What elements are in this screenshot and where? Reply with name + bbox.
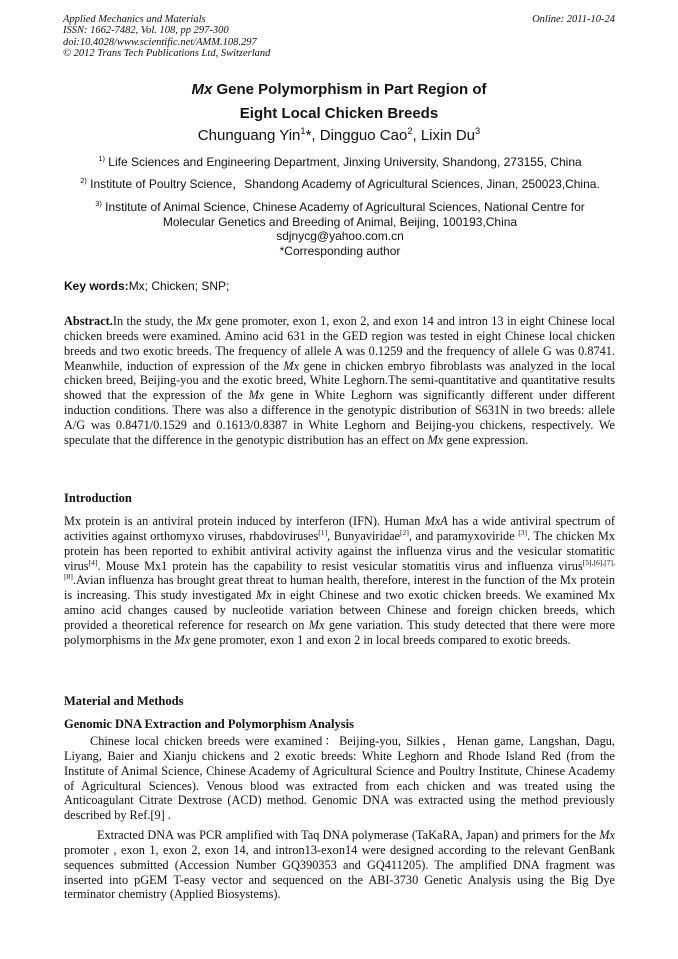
- doi-line: doi:10.4028/www.scientific.net/AMM.108.297: [63, 36, 257, 48]
- corresponding-note: *Corresponding author: [279, 243, 401, 258]
- methods-heading: Material and Methods: [64, 694, 184, 708]
- author-1: Chunguang Yin: [197, 127, 301, 144]
- online-date: Online: 2011-10-24: [532, 14, 615, 25]
- author-3-affil: 3: [475, 126, 481, 136]
- title-mx: Mx: [191, 81, 213, 98]
- methods-text: promoter , exon 1, exon 2, exon 14, and intron13-exon14 were designed according to the relevant GenBank sequences submitted (Accession Number GQ390353 and GQ411205). The amplified DNA fragment was inserted into pGEM T-easy vector and sequenced on the ABI-3730 Genetic Analysis using the Big Dye terminator chemistry (Applied Biosystems).: [64, 842, 615, 902]
- affiliation-2-number: 2): [80, 176, 87, 185]
- author-2: , Dingguo Cao: [311, 127, 408, 144]
- abstract-paragraph: [64, 314, 615, 448]
- intro-text: . The chicken Mx protein has been reported to exhibit antiviral activity against the influenza virus and the vesicular stomatitic virus: [64, 528, 615, 573]
- affiliation-3-number: 3): [95, 199, 102, 208]
- abstract-text: gene in White Leghorn was significantly different under different induction conditions. There was also a difference in the genotypic distribution of S631N in two breeds: allele A/G was 0.8471/0.1529 and 0.1613/0.8387 in White Leghorn and Beijing-you chickens, respectively. We speculate that the difference in the genotypic distribution has an effect on: [64, 388, 615, 447]
- citation: [3]: [518, 527, 528, 537]
- affiliation-2: [20, 177, 660, 192]
- affiliation-3: [80, 200, 600, 258]
- journal-name: Applied Mechanics and Materials: [63, 14, 206, 25]
- affiliation-3-text: Institute of Animal Science, Chinese Academy of Agricultural Sciences, National Centre for Molecular Genetics and Breeding of Animal, Beijing, 100193,China: [101, 200, 585, 229]
- author-1-star: *: [305, 127, 312, 144]
- intro-text: gene promoter, exon 1 and exon 2 in local breeds compared to exotic breeds.: [190, 632, 571, 647]
- gene-name: Mx: [255, 588, 272, 603]
- intro-text: .Avian influenza has brought great threat to human health, therefore, interest in the function of the Mx protein is increasing. This study investigated: [64, 573, 615, 603]
- paper-title-line-1: [0, 81, 678, 98]
- affiliation-1: [40, 155, 640, 170]
- abstract-text: gene promoter, exon 1, exon 2, and exon 14 and intron 13 in eight Chinese local chicken breeds were examined. Amino acid 631 in the GED region was tested in eight Chinese local chicken breeds and two exotic breeds. The frequency of allele A was 0.1259 and the frequency of allele G was 0.8741. Meanwhile, induction of expression of the: [64, 314, 615, 373]
- introduction-paragraph: [64, 514, 615, 648]
- abstract-text: gene in chicken embryo fibroblasts was analyzed in the local chicken breed, Beijing-you and the exotic breed, White Leghorn.The semi-quantitative and quantitative results showed that the expression of the: [64, 358, 615, 403]
- intro-text: gene variation. This study detected that there were more polymorphisms in the: [64, 617, 615, 647]
- gene-name: Mx: [427, 432, 444, 447]
- intro-text: has a wide antiviral spectrum of activities against orthomyxo viruses, rhabdoviruses: [64, 514, 615, 543]
- intro-text: , and paramyxoviride: [408, 528, 519, 543]
- issn-line: ISSN: 1662-7482, Vol. 108, pp 297-300: [63, 25, 229, 37]
- gene-name: Mx: [174, 632, 191, 647]
- intro-text: in eight Chinese and two exotic chicken breeds. We examined Mx amino acid changes caused by nucleotide variation between Chinese and foreign chicken breeds, which provided a theoretical reference for research on: [64, 588, 615, 632]
- intro-text: Mx protein is an antiviral protein induced by interferon (IFN). Human: [64, 514, 425, 528]
- copyright-line: © 2012 Trans Tech Publications Ltd, Switzerland: [63, 47, 271, 59]
- gene-name: MxA: [424, 514, 448, 528]
- gene-name: Mx: [599, 828, 615, 842]
- abstract-label: Abstract.: [64, 314, 113, 328]
- author-2-affil: 2: [407, 126, 413, 136]
- citation: [2]: [400, 527, 409, 537]
- abstract-text: gene expression.: [443, 432, 529, 447]
- methods-paragraph-2: [64, 828, 615, 902]
- keywords: [64, 279, 229, 293]
- citation: [5],[6],[7],[8]: [64, 557, 615, 582]
- affiliation-1-text: Life Sciences and Engineering Department, Jinxing University, Shandong, 273155, China: [104, 155, 582, 169]
- intro-text: . Mouse Mx1 protein has the capability to resist vesicular stomatitis virus and influenza virus: [97, 558, 583, 573]
- title-line-1-rest: Gene Polymorphism in Part Region of: [212, 81, 487, 98]
- intro-text: , Bunyaviridae: [327, 528, 401, 543]
- keywords-label: Key words:: [64, 279, 129, 293]
- abstract-text: In the study, the: [112, 314, 196, 328]
- introduction-heading: Introduction: [64, 491, 132, 505]
- author-email: sdjnycg@yahoo.com.cn: [276, 229, 404, 243]
- affiliation-2-text: Institute of Poultry Science，Shandong Academy of Agricultural Sciences, Jinan, 250023,China.: [86, 177, 600, 191]
- gene-name: Mx: [308, 617, 325, 632]
- affiliation-1-number: 1): [98, 154, 105, 163]
- citation: [1]: [318, 527, 328, 537]
- journal-header: [63, 14, 615, 59]
- author-list: [0, 127, 678, 144]
- gene-name: Mx: [195, 314, 212, 328]
- paper-title-line-2: Eight Local Chicken Breeds: [239, 105, 439, 122]
- methods-text: Extracted DNA was PCR amplified with Taq DNA polymerase (TaKaRA, Japan) and primers for the: [97, 828, 600, 842]
- author-3: , Lixin Du: [412, 127, 476, 144]
- keywords-text: Mx; Chicken; SNP;: [128, 279, 230, 293]
- author-1-affil: 1: [300, 126, 306, 136]
- methods-subheading: Genomic DNA Extraction and Polymorphism Analysis: [64, 717, 354, 731]
- gene-name: Mx: [248, 388, 265, 403]
- methods-paragraph-1: Chinese local chicken breeds were examined：Beijing-you, Silkies，Henan game, Langshan, Dagu, Liyang, Baier and Xianju chickens and 2 exotic breeds: White Leghorn and Rhode Island Red (from the Institute of Animal Science, Chinese Academy of Agricultural Science and Poultry Institute, Chinese Academy of Agricultural Sciences). Venous blood was extracted from each chicken and was treated using the Anticoagulant Citrate Dextrose (ACD) method. Genomic DNA was extracted using the method previously described by Ref.[9] .: [64, 734, 615, 823]
- gene-name: Mx: [283, 358, 300, 373]
- citation: [4]: [88, 557, 98, 567]
